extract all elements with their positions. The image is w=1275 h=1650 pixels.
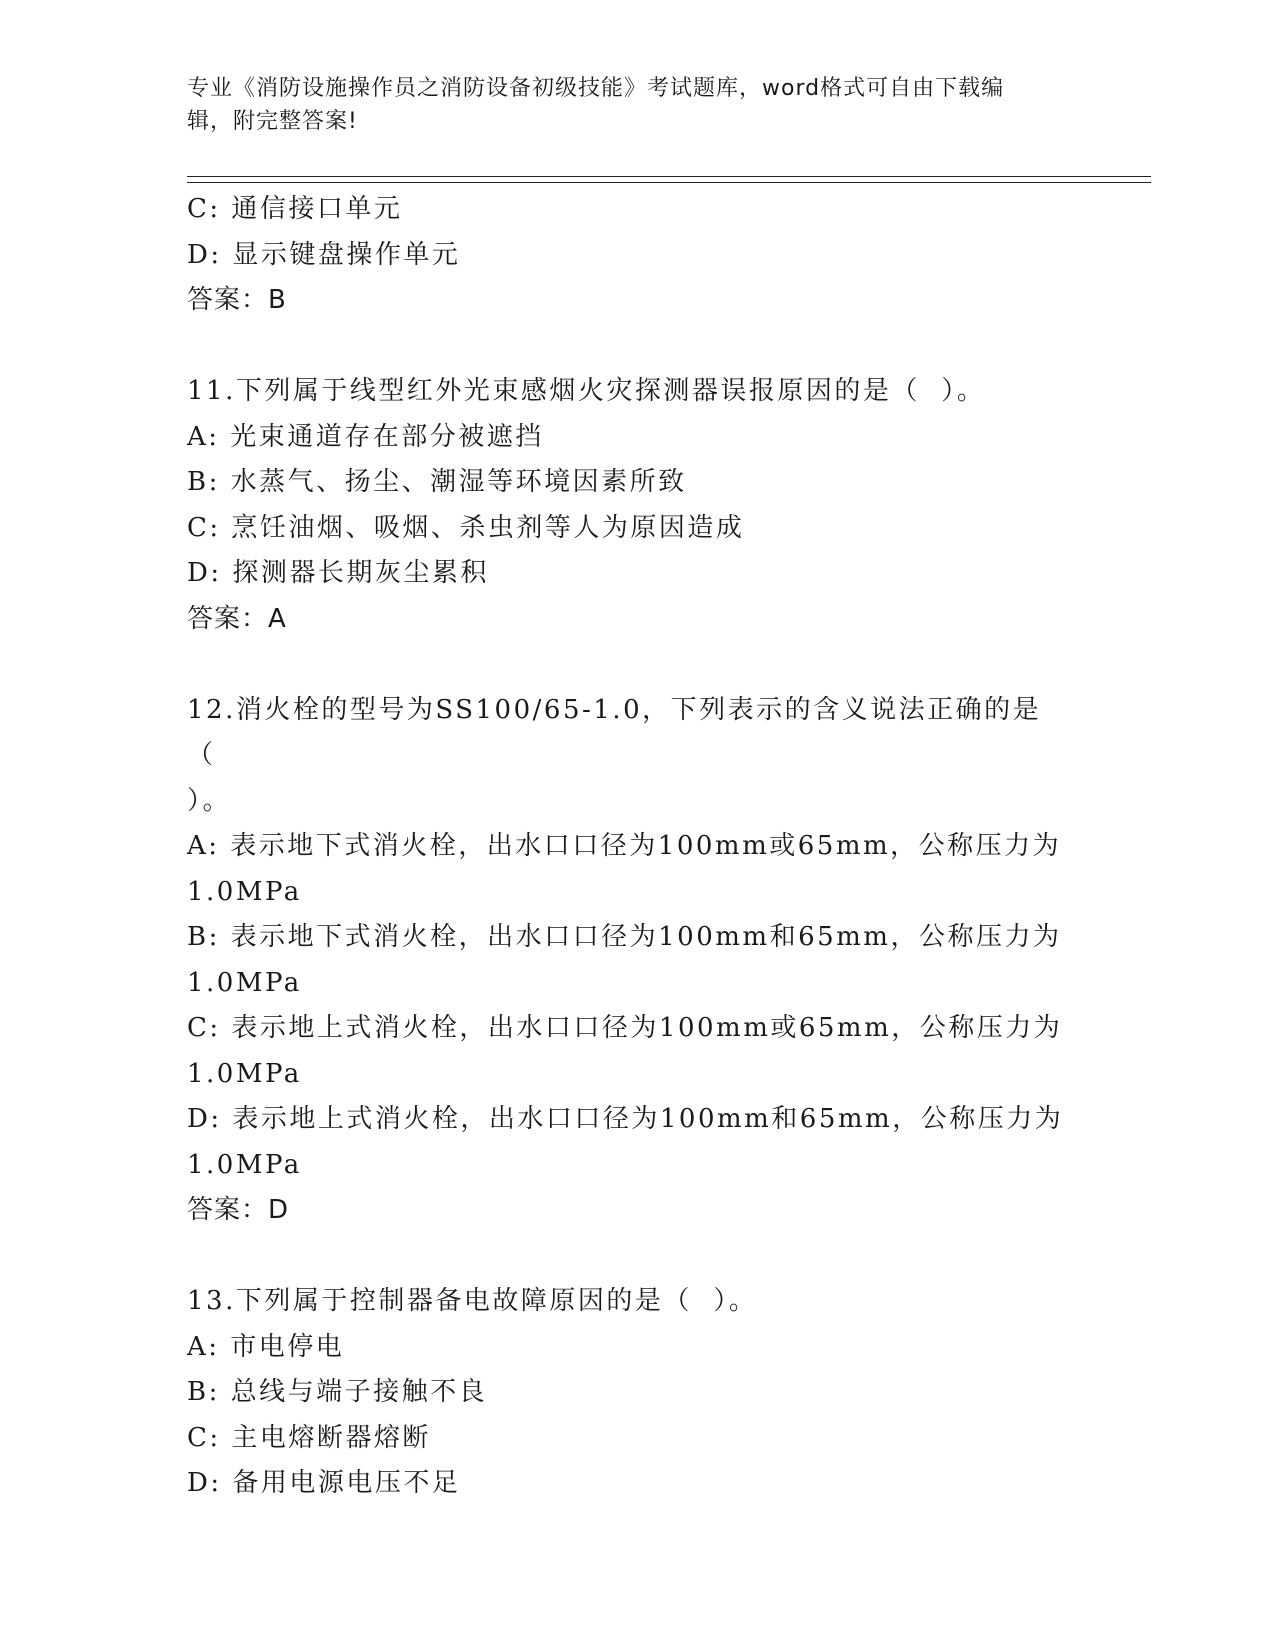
answer-line: 答案：D	[187, 1195, 290, 1225]
option-d: D: 显示键盘操作单元	[187, 239, 461, 270]
option-d: D: 表示地上式消火栓，出水口口径为100mm和65mm，公称压力为	[187, 1104, 1064, 1134]
question-stem: 13.下列属于控制器备电故障原因的是（ ）。	[187, 1286, 758, 1316]
option-b-continued: 1.0MPa	[187, 967, 302, 998]
header-title-line-1: 专业《消防设施操作员之消防设备初级技能》考试题库，word格式可自由下载编	[187, 76, 1005, 101]
answer-line: 答案：A	[187, 603, 287, 634]
option-c: C: 通信接口单元	[187, 194, 403, 224]
question-stem-continued: ）。	[187, 785, 232, 816]
spacer	[187, 324, 1067, 370]
option-a-continued: 1.0MPa	[187, 876, 302, 907]
spacer	[187, 642, 1067, 688]
question-13	[187, 1279, 1067, 1507]
option-a: A: 表示地下式消火栓，出水口口径为100mm或65mm，公称压力为	[187, 831, 1062, 861]
option-a: A: 市电停电	[187, 1331, 345, 1362]
question-12	[187, 688, 1067, 1234]
option-c-continued: 1.0MPa	[187, 1058, 302, 1089]
header-title-line-2: 辑，附完整答案!	[187, 109, 358, 134]
document-header	[187, 72, 1067, 138]
option-d-continued: 1.0MPa	[187, 1149, 302, 1180]
question-11	[187, 369, 1067, 642]
question-stem: 12.消火栓的型号为SS100/65-1.0，下列表示的含义说法正确的是（	[187, 694, 1042, 770]
option-a: A: 光束通道存在部分被遮挡	[187, 421, 544, 452]
header-divider-top	[187, 176, 1151, 177]
option-d: D: 备用电源电压不足	[187, 1468, 461, 1498]
option-b: B: 表示地下式消火栓，出水口口径为100mm和65mm，公称压力为	[187, 922, 1062, 952]
question-content	[187, 187, 1067, 1507]
option-c: C: 烹饪油烟、吸烟、杀虫剂等人为原因造成	[187, 512, 745, 543]
spacer	[187, 1234, 1067, 1280]
option-c: C: 表示地上式消火栓，出水口口径为100mm或65mm，公称压力为	[187, 1013, 1063, 1043]
option-d: D: 探测器长期灰尘累积	[187, 558, 489, 588]
prev-question-block	[187, 187, 1067, 324]
option-c: C: 主电熔断器熔断	[187, 1422, 431, 1453]
option-b: B: 总线与端子接触不良	[187, 1377, 488, 1407]
option-b: B: 水蒸气、扬尘、潮湿等环境因素所致	[187, 467, 687, 497]
answer-line: 答案：B	[187, 285, 287, 315]
header-divider-bottom	[187, 182, 1151, 183]
question-stem: 11.下列属于线型红外光束感烟火灾探测器误报原因的是（ ）。	[187, 376, 986, 406]
